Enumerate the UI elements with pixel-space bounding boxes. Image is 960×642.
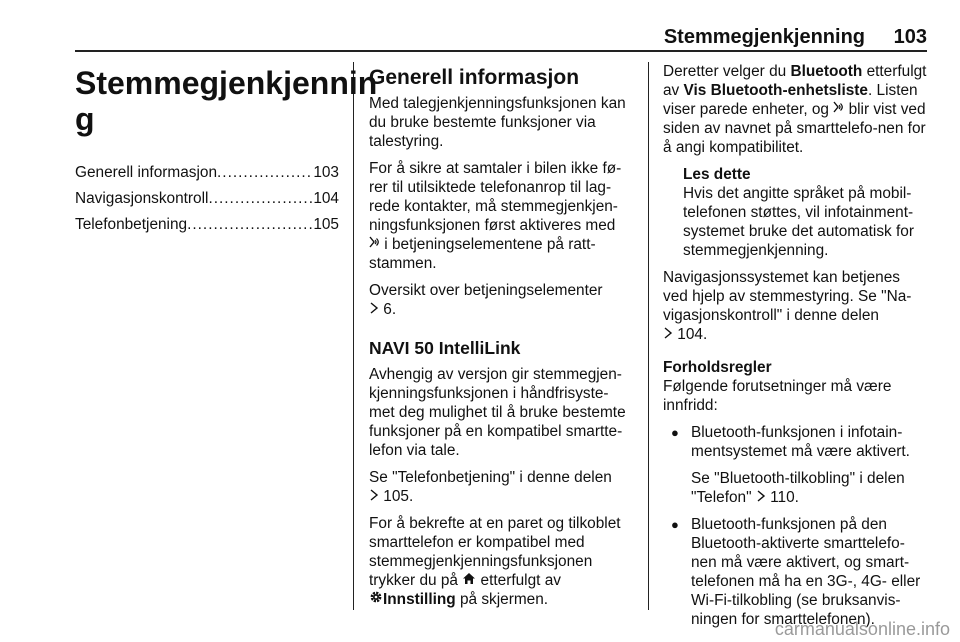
- list-item: ● Bluetooth-funksjonen på den Bluetooth-aktiverte smarttelefo-nen må være aktivert, og smart-telefonen må ha en 3G-, 4G- eller Wi-Fi-tilkobling (se bruksanvis-ningen for smarttelefonen).: [663, 515, 929, 629]
- voice-control-icon: [369, 235, 380, 254]
- paragraph: Deretter velger du Bluetooth etterfulgt av Vis Bluetooth-enhetsliste. Listen viser parede enheter, og blir vist ved siden av navnet på smarttelefo-nen for å angi kompatibilitet.: [663, 63, 927, 156]
- header-title: Stemmegjenkjenning: [663, 26, 865, 48]
- toc-leader: [208, 189, 313, 208]
- paragraph: Oversikt over betjeningselementer 6.: [369, 282, 603, 318]
- column-divider: [353, 62, 354, 610]
- toc-entry[interactable]: Telefonbetjening ..... 105: [75, 215, 339, 241]
- home-icon: [462, 571, 476, 590]
- paragraph: For å sikre at samtaler i bilen ikke fø-rer til utilsiktede telefonanrop til lag-rede kontakter, må stemmegjenkjen-ningsfunksjonen først aktiveres med i betjeningselementene på ratt-stammen.: [369, 160, 622, 272]
- paragraph: For å bekrefte at en paret og tilkoblet smarttelefon er kompatibel med stemmegjenkjenningsfunksjonen trykker du på etterfulgt av Innstilling på skjermen.: [369, 515, 621, 608]
- requirements-list: [663, 423, 929, 629]
- page-header: [75, 0, 927, 52]
- table-of-contents: [75, 163, 339, 241]
- paragraph: Navigasjonssystemet kan betjenes ved hjelp av stemmestyring. Se "Na-vigasjonskontroll" i denne delen 104.: [663, 269, 912, 343]
- voice-control-icon: [833, 100, 844, 119]
- note-body: Hvis det angitte språket på mobil-telefonen støttes, vil infotainment-systemet bruke det automatisk for stemmegjenkjenning.: [683, 185, 914, 259]
- column-divider: [648, 62, 649, 610]
- chapter-column: [75, 62, 378, 241]
- note-box: [663, 165, 929, 260]
- page-reference-arrow-icon: [663, 325, 673, 344]
- page-reference-arrow-icon: [369, 487, 379, 506]
- section-title: Generell informasjon: [369, 66, 580, 89]
- general-info-column: [369, 62, 633, 617]
- toc-entry[interactable]: Navigasjonskontroll ..... 104: [75, 189, 339, 215]
- paragraph: Avhengig av versjon gir stemmegjen-kjenningsfunksjonen i håndfrisyste-met deg mulighet til å bruke bestemte funksjoner på en kompatibel smartte-lefon via tale.: [369, 366, 626, 459]
- paragraph: Med talegjenkjenningsfunksjonen kan du bruke bestemte funksjoner via talestyring.: [369, 95, 626, 150]
- page-number: 103: [893, 26, 927, 48]
- list-item: ● Bluetooth-funksjonen i infotain-mentsystemet må være aktivert. Se "Bluetooth-tilkobling" i delen "Telefon" 110.: [663, 423, 929, 507]
- paragraph: Følgende forutsetninger må være innfridd:: [663, 378, 892, 414]
- chapter-title: Stemmegjenkjennin g: [75, 65, 378, 137]
- page-reference-arrow-icon: [756, 488, 766, 507]
- toc-leader: [217, 163, 313, 182]
- requirements-column: [663, 62, 929, 637]
- subsection-title: Forholdsregler: [663, 359, 772, 376]
- toc-leader: [187, 215, 313, 234]
- note-heading: Les dette: [683, 166, 751, 183]
- toc-entry[interactable]: Generell informasjon ..... 103: [75, 163, 339, 189]
- paragraph: Se "Telefonbetjening" i denne delen 105.: [369, 469, 612, 505]
- gear-icon: [369, 590, 383, 609]
- page-reference-arrow-icon: [369, 300, 379, 319]
- watermark: carmanualsonline.info: [774, 619, 950, 639]
- subsection-title: NAVI 50 IntelliLink: [369, 338, 521, 358]
